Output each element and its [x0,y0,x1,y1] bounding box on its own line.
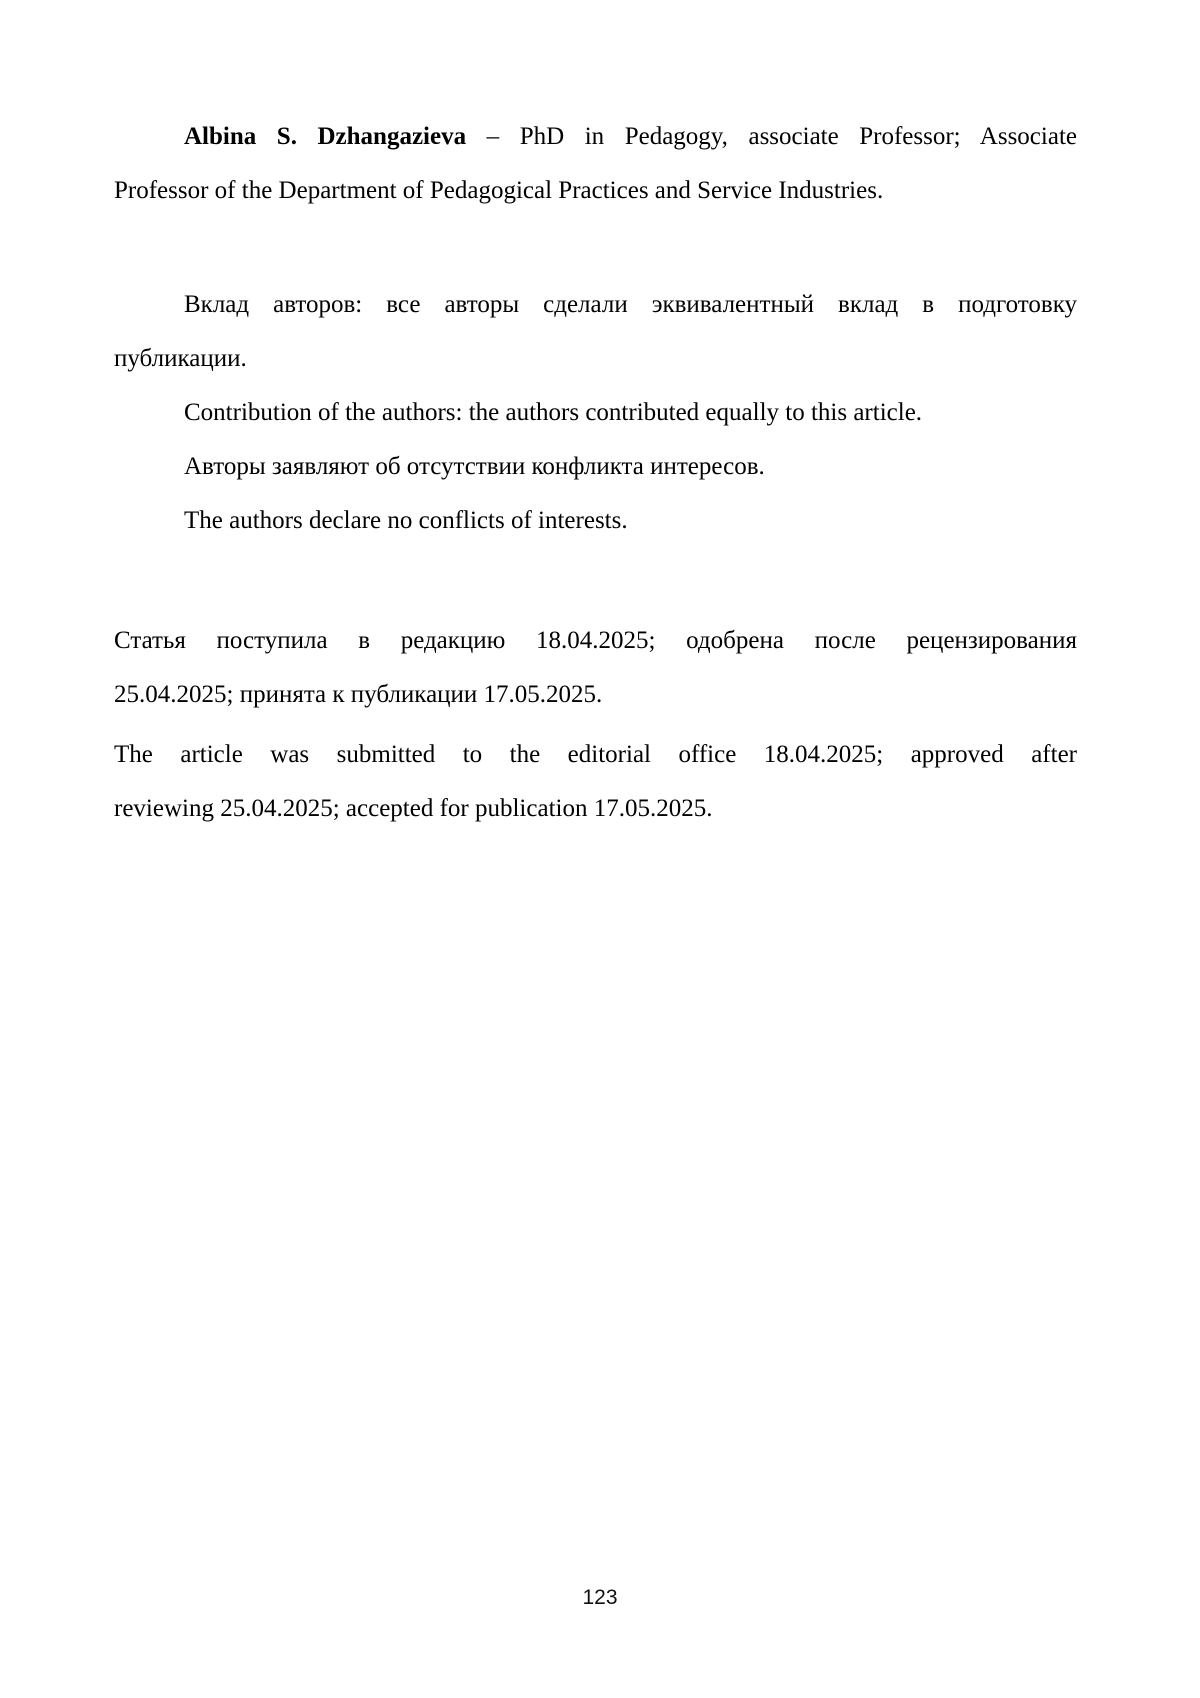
text-line: Contribution of the authors: the authors contributed equally to this article. [184,399,923,426]
text-line: Professor of the Department of Pedagogical Practices and Service Industries. [114,177,884,204]
submission-en [114,728,1077,836]
contribution-en [114,386,1077,440]
text-line: The article was submitted to the editorial office 18.04.2025; approved after [114,741,1077,768]
text-line: The authors declare no conflicts of interests. [184,507,628,534]
author-credentials [114,110,1077,218]
page-number: 123 [582,1586,618,1609]
text-line: Статья поступила в редакцию 18.04.2025; одобрена после рецензирования [114,627,1077,654]
text-line: Авторы заявляют об отсутствии конфликта интересов. [184,453,765,480]
text-line: 25.04.2025; принята к публикации 17.05.2025. [114,681,603,708]
contribution-ru [114,278,1077,386]
text-line: публикации. [114,345,247,372]
author-name-bold: Albina S. Dzhangazieva [184,123,467,150]
text-line: Albina S. Dzhangazieva – PhD in Pedagogy, associate Professor; Associate [184,123,1077,150]
document-body [114,110,1077,836]
text-line: reviewing 25.04.2025; accepted for publication 17.05.2025. [114,795,713,822]
submission-ru [114,614,1077,722]
text-line: Вклад авторов: все авторы сделали эквивалентный вклад в подготовку [184,291,1077,318]
conflict-of-interest-en [114,494,1077,548]
conflict-of-interest-ru [114,440,1077,494]
